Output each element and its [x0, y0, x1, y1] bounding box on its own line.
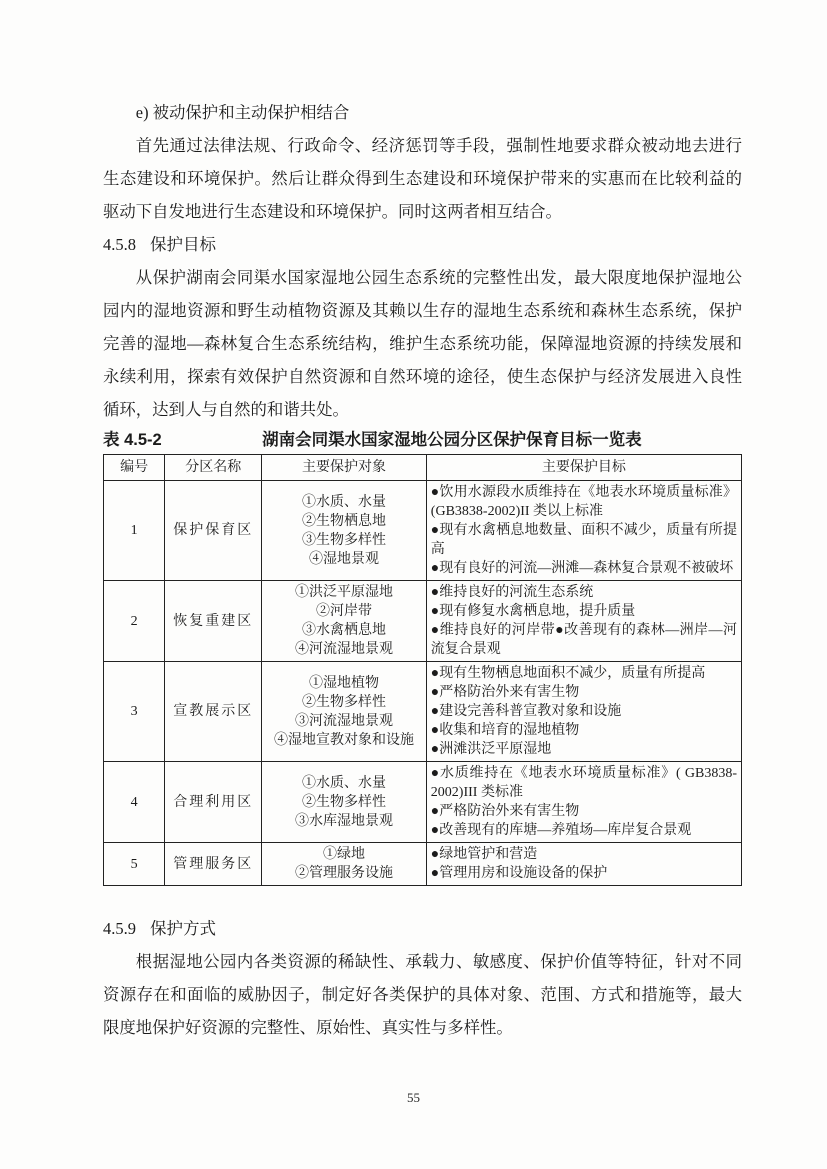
protection-object-line: ②生物多样性 [302, 694, 386, 710]
protection-goal-line: ●严格防治外来有害生物 [430, 685, 580, 700]
protection-goal-line: ●洲滩洪泛平原湿地 [430, 742, 552, 757]
protection-object-line: ①水质、水量 [302, 494, 386, 510]
table-caption [103, 428, 742, 452]
protection-goal-line: ●现有水禽栖息地数量、面积不减少，质量有所提高 [430, 523, 737, 557]
column-header-goals: 主要保护目标 [426, 455, 741, 481]
table-caption-label: 表 4.5-2 [103, 431, 162, 449]
section-number: 4.5.9 [103, 919, 136, 938]
cell-zone-name: 宣教展示区 [165, 662, 262, 762]
protection-object-line: ①绿地 [323, 847, 365, 862]
table-row [104, 662, 742, 762]
protection-goal-line: ●维持良好的河流生态系统 [430, 585, 594, 600]
zoning-table-body [104, 481, 742, 886]
cell-zone-number: 5 [104, 843, 165, 886]
cell-protection-objects [262, 762, 427, 843]
protection-object-line: ④湿地宣教对象和设施 [274, 732, 414, 748]
cell-zone-number: 1 [104, 481, 165, 581]
protection-object-line: ②生物多样性 [302, 794, 386, 810]
protection-goal-line: ●现有良好的河流—洲滩—森林复合景观不被破坏 [430, 561, 734, 576]
page-content [103, 96, 742, 1044]
protection-goal-line: ●水质维持在《地表水环境质量标准》( GB3838-2002)III 类标准 [430, 766, 737, 800]
section-title: 保护目标 [150, 235, 216, 254]
protection-goal-line: ●管理用房和设施设备的保护 [430, 866, 608, 881]
table-row [104, 843, 742, 886]
column-header-number: 编号 [104, 455, 165, 481]
cell-protection-goals [426, 762, 741, 843]
protection-object-line: ②生物栖息地 [302, 513, 386, 529]
table-row [104, 762, 742, 843]
protection-goal-line: ●严格防治外来有害生物 [430, 804, 580, 819]
cell-protection-objects [262, 662, 427, 762]
protection-object-line: ③水库湿地景观 [295, 813, 393, 829]
protection-goal-line: ●饮用水源段水质维持在《地表水环境质量标准》(GB3838-2002)II 类以上标准 [430, 485, 737, 519]
protection-goal-line: ●改善现有的库塘—养殖场—库岸复合景观 [430, 823, 692, 838]
protection-goal-line: ●建设完善科普宣教对象和设施 [430, 704, 622, 719]
cell-zone-number: 4 [104, 762, 165, 843]
column-header-zone: 分区名称 [165, 455, 262, 481]
cell-protection-objects [262, 843, 427, 886]
cell-zone-name: 恢复重建区 [165, 581, 262, 662]
protection-object-line: ②管理服务设施 [295, 866, 393, 881]
list-item-e: e) 被动保护和主动保护相结合 [135, 103, 350, 122]
protection-object-line: ①洪泛平原湿地 [295, 585, 393, 600]
table-row [104, 581, 742, 662]
table-caption-title: 湖南会同渠水国家湿地公园分区保护保育目标一览表 [262, 431, 642, 449]
protection-object-line: ②河岸带 [316, 604, 372, 619]
section-title: 保护方式 [150, 919, 216, 938]
protection-object-line: ④河流湿地景观 [295, 642, 393, 657]
section-number: 4.5.8 [103, 235, 136, 254]
cell-protection-goals [426, 481, 741, 581]
zoning-protection-table [103, 454, 742, 886]
cell-protection-objects [262, 481, 427, 581]
paragraph-passive-active-protection: 首先通过法律法规、行政命令、经济惩罚等手段，强制性地要求群众被动地去进行生态建设和环境保护。然后让群众得到生态建设和环境保护带来的实惠而在比较利益的驱动下自发地进行生态建设和环境保护。同时这两者相互结合。 [103, 136, 742, 221]
cell-zone-name: 保护保育区 [165, 481, 262, 581]
cell-protection-objects [262, 581, 427, 662]
protection-goal-line: ●收集和培育的湿地植物 [430, 723, 580, 738]
paragraph-protection-goals: 从保护湖南会同渠水国家湿地公园生态系统的完整性出发，最大限度地保护湿地公园内的湿地资源和野生动植物资源及其赖以生存的湿地生态系统和森林生态系统，保护完善的湿地—森林复合生态系统结构，维护生态系统功能，保障湿地资源的持续发展和永续利用，探索有效保护自然资源和自然环境的途径，使生态保护与经济发展进入良性循环，达到人与自然的和谐共处。 [103, 268, 742, 419]
table-row [104, 481, 742, 581]
cell-protection-goals [426, 843, 741, 886]
protection-object-line: ③生物多样性 [302, 532, 386, 548]
protection-goal-line: ●绿地管护和营造 [430, 847, 538, 862]
cell-zone-name: 合理利用区 [165, 762, 262, 843]
cell-zone-number: 3 [104, 662, 165, 762]
protection-goal-line: ●维持良好的河岸带●改善现有的森林—洲岸—河流复合景观 [430, 623, 737, 657]
section-heading-4-5-8 [103, 228, 742, 261]
protection-object-line: ①湿地植物 [309, 675, 379, 691]
paragraph-protection-methods: 根据湿地公园内各类资源的稀缺性、承载力、敏感度、保护价值等特征，针对不同资源存在和面临的威胁因子，制定好各类保护的具体对象、范围、方式和措施等，最大限度地保护好资源的完整性、原始性、真实性与多样性。 [103, 952, 742, 1037]
protection-goal-line: ●现有修复水禽栖息地，提升质量 [430, 604, 636, 619]
cell-zone-number: 2 [104, 581, 165, 662]
protection-goal-line: ●现有生物栖息地面积不减少，质量有所提高 [430, 666, 706, 681]
cell-protection-goals [426, 581, 741, 662]
page-number: 55 [407, 1090, 420, 1105]
protection-object-line: ③水禽栖息地 [302, 623, 386, 638]
protection-object-line: ①水质、水量 [302, 775, 386, 791]
table-header-row [104, 455, 742, 481]
column-header-objects: 主要保护对象 [262, 455, 427, 481]
protection-object-line: ③河流湿地景观 [295, 713, 393, 729]
section-heading-4-5-9 [103, 912, 742, 945]
protection-object-line: ④湿地景观 [309, 551, 379, 567]
cell-zone-name: 管理服务区 [165, 843, 262, 886]
cell-protection-goals [426, 662, 741, 762]
